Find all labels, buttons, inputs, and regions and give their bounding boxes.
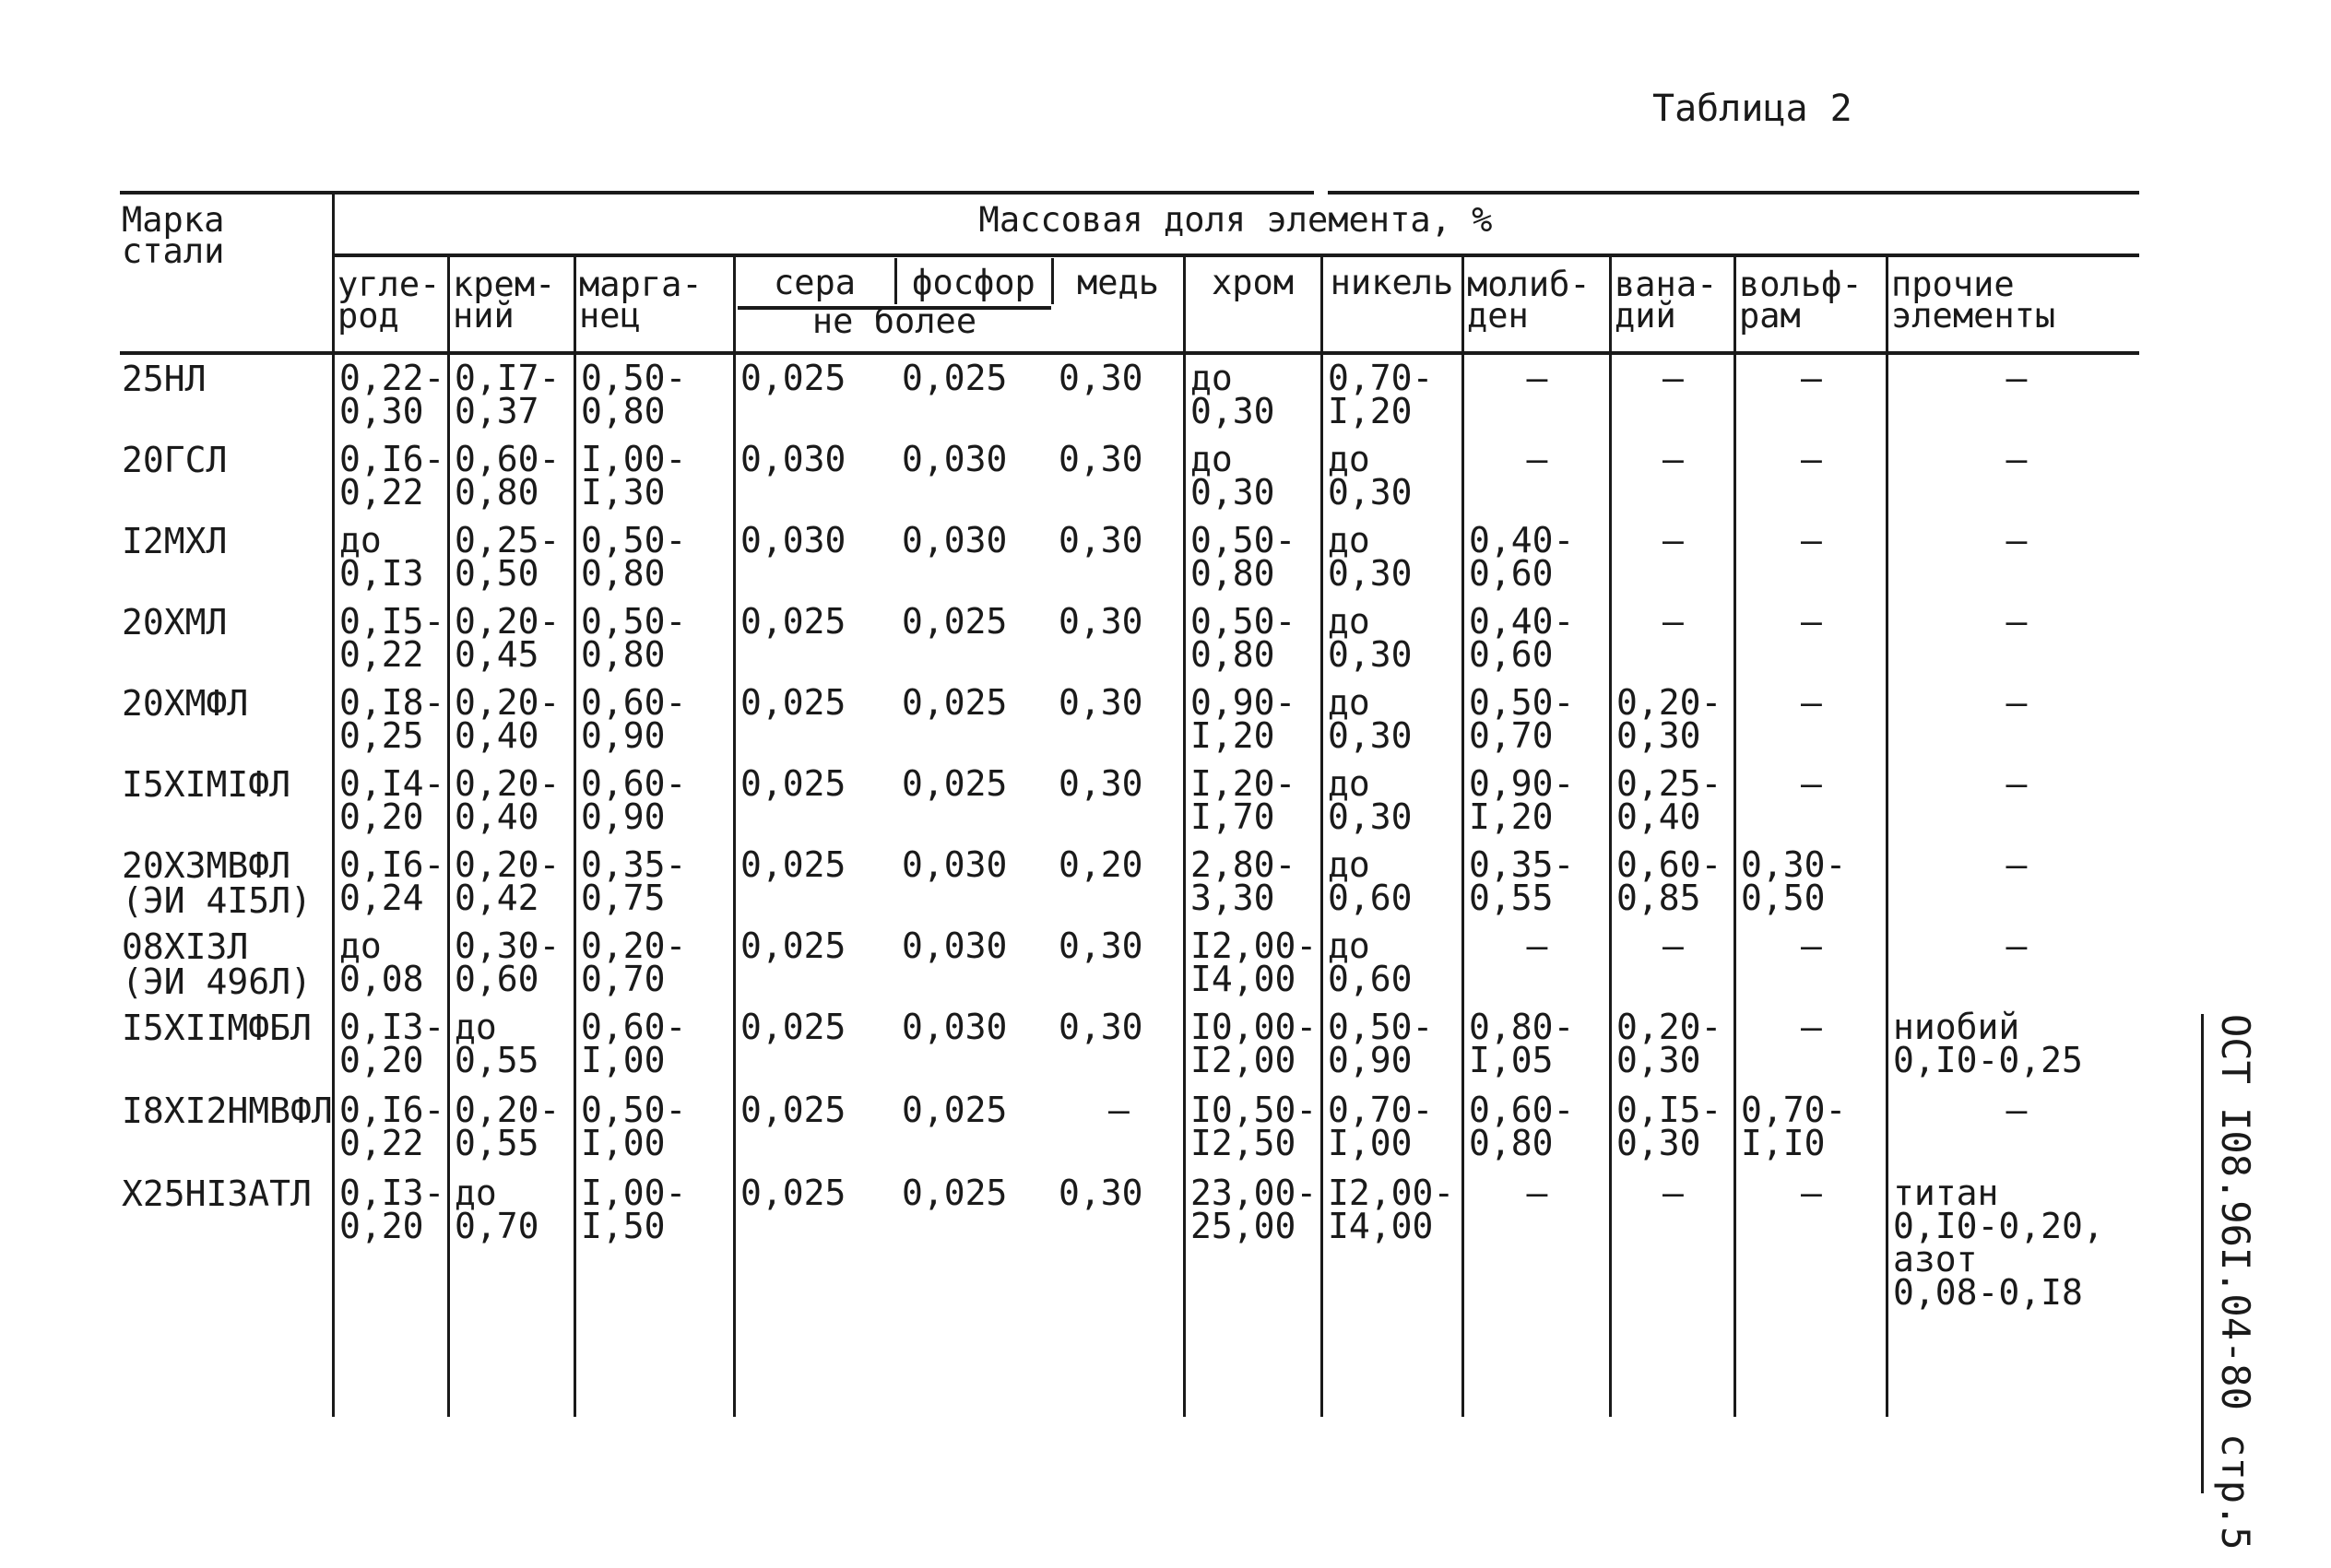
table-cell: –: [1801, 520, 1822, 560]
table-cell: 0,60- 0,80: [455, 439, 561, 513]
table-cell: –: [1801, 1007, 1822, 1047]
table-cell: до 0,I3: [339, 520, 424, 594]
table-cell: 0,40- 0,60: [1469, 520, 1575, 594]
table-cell: до 0,70: [455, 1173, 539, 1246]
table-cell: 0,20- 0,30: [1616, 682, 1722, 756]
table-cell: 0,70- I,20: [1328, 358, 1434, 431]
table-cell: –: [1662, 520, 1684, 560]
grade-column-header: Марка стали: [122, 200, 225, 271]
table-cell: 0,20- 0,40: [455, 682, 561, 756]
table-cell: 0,I4- 0,20: [339, 763, 445, 837]
table-cell: 0,I3- 0,20: [339, 1007, 445, 1080]
column-header: крем- ний: [453, 265, 556, 336]
table-cell: 0,025: [902, 1173, 1008, 1213]
column-header: медь: [1076, 263, 1160, 302]
table-cell: 0,025: [740, 925, 846, 966]
table-cell: ниобий 0,I0-0,25: [1893, 1007, 2083, 1080]
table-cell: 0,50- 0,80: [581, 601, 687, 675]
table-cell: до 0,30: [1190, 439, 1275, 513]
table-cell: 0,50- 0,80: [1190, 601, 1296, 675]
table-cell: 0,30: [1059, 439, 1143, 479]
table-cell: до 0,30: [1328, 520, 1413, 594]
column-header: вана- дий: [1615, 265, 1718, 336]
steel-grade: I5ХIМIФЛ: [122, 764, 291, 805]
table-cell: 0,30: [1059, 520, 1143, 560]
steel-grade: 20Х3МВФЛ (ЭИ 4I5Л): [122, 845, 312, 921]
table-cell: I0,50- I2,50: [1190, 1090, 1318, 1163]
table-cell: 0,030: [902, 844, 1008, 885]
table-cell: –: [1801, 925, 1822, 966]
table-cell: 0,60- 0,80: [1469, 1090, 1575, 1163]
table-cell: 0,50- I,00: [581, 1090, 687, 1163]
table-cell: –: [2006, 1090, 2028, 1130]
table-cell: 0,50- 0,80: [1190, 520, 1296, 594]
table-cell: 0,50- 0,80: [581, 358, 687, 431]
table-cell: 0,030: [902, 1007, 1008, 1047]
column-header: угле- род: [337, 265, 441, 336]
table-cell: до 0,60: [1328, 844, 1413, 918]
side-document-label: ОСТ I08.96I.04-80 стр.5: [2201, 1014, 2259, 1493]
table-cell: 0,I6- 0,22: [339, 1090, 445, 1163]
table-cell: 0,30: [1059, 358, 1143, 398]
column-header: хром: [1211, 263, 1295, 302]
table-cell: –: [2006, 520, 2028, 560]
table-cell: 0,I5- 0,30: [1616, 1090, 1722, 1163]
table-cell: 0,60- 0,90: [581, 682, 687, 756]
subgroup-header: не более: [811, 301, 977, 341]
steel-grade: 25НЛ: [122, 359, 207, 399]
table-cell: 0,22- 0,30: [339, 358, 445, 431]
table-cell: 0,20- 0,70: [581, 925, 687, 999]
header-bottom-rule: [120, 351, 2139, 355]
table-cell: 0,030: [902, 520, 1008, 560]
table-cell: –: [1801, 358, 1822, 398]
table-cell: 0,30: [1059, 601, 1143, 642]
table-cell: 0,I6- 0,24: [339, 844, 445, 918]
table-cell: 0,30: [1059, 1007, 1143, 1047]
table-cell: 0,025: [740, 763, 846, 804]
steel-grade: 20ГСЛ: [122, 440, 228, 480]
table-cell: I,00- I,50: [581, 1173, 687, 1246]
table-cell: –: [1526, 925, 1548, 966]
table-cell: 0,025: [740, 1173, 846, 1213]
table-cell: 0,I3- 0,20: [339, 1173, 445, 1246]
table-cell: 0,30: [1059, 763, 1143, 804]
steel-grade: 20ХМФЛ: [122, 683, 249, 724]
table-cell: –: [2006, 439, 2028, 479]
table-cell: 0,025: [902, 763, 1008, 804]
table-cell: –: [1662, 1173, 1684, 1213]
table-cell: 0,20- 0,42: [455, 844, 561, 918]
column-divider: [1886, 253, 1888, 1417]
table-cell: I0,00- I2,00: [1190, 1007, 1318, 1080]
table-cell: 0,35- 0,75: [581, 844, 687, 918]
table-cell: 0,025: [902, 1090, 1008, 1130]
table-cell: 0,30- 0,50: [1741, 844, 1847, 918]
table-cell: 0,025: [740, 1090, 846, 1130]
steel-grade: 20ХМЛ: [122, 602, 228, 643]
group-header: Массовая доля элемента, %: [978, 200, 1493, 240]
table-cell: 23,00- 25,00: [1190, 1173, 1318, 1246]
table-cell: –: [1801, 763, 1822, 804]
table-cell: до 0,30: [1328, 763, 1413, 837]
table-top-rule-right: [1328, 191, 2139, 195]
table-cell: –: [1662, 925, 1684, 966]
column-header: сера: [773, 263, 857, 302]
column-header: вольф- рам: [1739, 265, 1863, 336]
table-cell: до 0,30: [1328, 439, 1413, 513]
table-cell: I2,00- I4,00: [1190, 925, 1318, 999]
table-cell: 0,20- 0,40: [455, 763, 561, 837]
table-cell: –: [2006, 358, 2028, 398]
table-cell: I,00- I,30: [581, 439, 687, 513]
column-divider: [1183, 253, 1186, 1417]
table-cell: до 0,60: [1328, 925, 1413, 999]
table-cell: 2,80- 3,30: [1190, 844, 1296, 918]
table-cell: 0,20: [1059, 844, 1143, 885]
table-cell: 0,20- 0,45: [455, 601, 561, 675]
table-cell: 0,20- 0,30: [1616, 1007, 1722, 1080]
table-cell: –: [1108, 1090, 1130, 1130]
column-header: марга- нец: [579, 265, 703, 336]
table-cell: 0,40- 0,60: [1469, 601, 1575, 675]
table-cell: I2,00- I4,00: [1328, 1173, 1455, 1246]
table-cell: 0,I5- 0,22: [339, 601, 445, 675]
column-header: прочие элементы: [1891, 265, 2056, 336]
table-cell: 0,20- 0,55: [455, 1090, 561, 1163]
table-cell: –: [1662, 601, 1684, 642]
table-cell: –: [1526, 439, 1548, 479]
table-caption: Таблица 2: [1652, 88, 1852, 130]
column-divider: [733, 253, 736, 1417]
table-cell: 0,60- I,00: [581, 1007, 687, 1080]
table-cell: –: [1801, 682, 1822, 723]
table-cell: 0,025: [740, 844, 846, 885]
column-divider: [1320, 253, 1323, 1417]
table-cell: до 0,30: [1190, 358, 1275, 431]
table-cell: 0,030: [740, 520, 846, 560]
table-cell: –: [1801, 439, 1822, 479]
table-cell: I,20- I,70: [1190, 763, 1296, 837]
table-cell: 0,I7- 0,37: [455, 358, 561, 431]
table-cell: –: [2006, 844, 2028, 885]
table-cell: 0,60- 0,85: [1616, 844, 1722, 918]
column-divider: [1461, 253, 1464, 1417]
table-cell: –: [2006, 682, 2028, 723]
subheader-divider: [894, 258, 897, 304]
table-cell: 0,35- 0,55: [1469, 844, 1575, 918]
table-cell: –: [2006, 925, 2028, 966]
table-cell: –: [1662, 358, 1684, 398]
steel-grade: I5ХIIМФБЛ: [122, 1008, 312, 1048]
table-cell: 0,025: [740, 358, 846, 398]
table-cell: титан 0,I0-0,20, азот 0,08-0,I8: [1893, 1173, 2104, 1313]
table-cell: 0,025: [740, 601, 846, 642]
table-cell: 0,60- 0,90: [581, 763, 687, 837]
table-cell: 0,25- 0,40: [1616, 763, 1722, 837]
table-cell: 0,50- 0,70: [1469, 682, 1575, 756]
grade-column-divider: [332, 191, 335, 1417]
table-cell: 0,90- I,20: [1190, 682, 1296, 756]
column-header: никель: [1330, 263, 1454, 302]
steel-grade: Х25НI3АТЛ: [122, 1173, 312, 1214]
column-divider: [447, 253, 450, 1417]
table-cell: 0,I8- 0,25: [339, 682, 445, 756]
table-cell: 0,50- 0,90: [1328, 1007, 1434, 1080]
column-divider: [1609, 253, 1612, 1417]
table-cell: 0,025: [740, 1007, 846, 1047]
table-cell: 0,30: [1059, 1173, 1143, 1213]
table-cell: 0,30- 0,60: [455, 925, 561, 999]
table-cell: –: [1526, 1173, 1548, 1213]
table-cell: –: [1526, 358, 1548, 398]
table-cell: 0,70- I,I0: [1741, 1090, 1847, 1163]
table-cell: 0,30: [1059, 925, 1143, 966]
table-cell: 0,025: [902, 682, 1008, 723]
table-cell: 0,80- I,05: [1469, 1007, 1575, 1080]
table-cell: 0,I6- 0,22: [339, 439, 445, 513]
table-cell: 0,50- 0,80: [581, 520, 687, 594]
table-cell: до 0,30: [1328, 601, 1413, 675]
steel-grade: 08ХI3Л (ЭИ 496Л): [122, 926, 312, 1002]
group-header-rule: [332, 253, 2139, 257]
table-cell: –: [1801, 601, 1822, 642]
table-cell: 0,030: [902, 439, 1008, 479]
steel-grade: I2МХЛ: [122, 521, 228, 561]
table-cell: –: [2006, 601, 2028, 642]
table-cell: 0,030: [902, 925, 1008, 966]
table-cell: –: [1662, 439, 1684, 479]
column-header: фосфор: [912, 263, 1035, 302]
table-cell: 0,025: [902, 358, 1008, 398]
column-header: молиб- ден: [1467, 265, 1591, 336]
table-cell: 0,025: [902, 601, 1008, 642]
table-cell: до 0,55: [455, 1007, 539, 1080]
table-cell: 0,025: [740, 682, 846, 723]
column-divider: [574, 253, 576, 1417]
table-cell: 0,70- I,00: [1328, 1090, 1434, 1163]
table-top-rule-left: [120, 191, 1314, 195]
subheader-divider: [1051, 258, 1054, 304]
table-cell: 0,30: [1059, 682, 1143, 723]
table-cell: 0,030: [740, 439, 846, 479]
table-cell: 0,90- I,20: [1469, 763, 1575, 837]
table-cell: –: [1801, 1173, 1822, 1213]
table-cell: –: [2006, 763, 2028, 804]
table-cell: до 0,30: [1328, 682, 1413, 756]
steel-grade: I8ХI2НМВФЛ: [122, 1091, 333, 1131]
table-cell: до 0,08: [339, 925, 424, 999]
column-divider: [1733, 253, 1736, 1417]
table-cell: 0,25- 0,50: [455, 520, 561, 594]
